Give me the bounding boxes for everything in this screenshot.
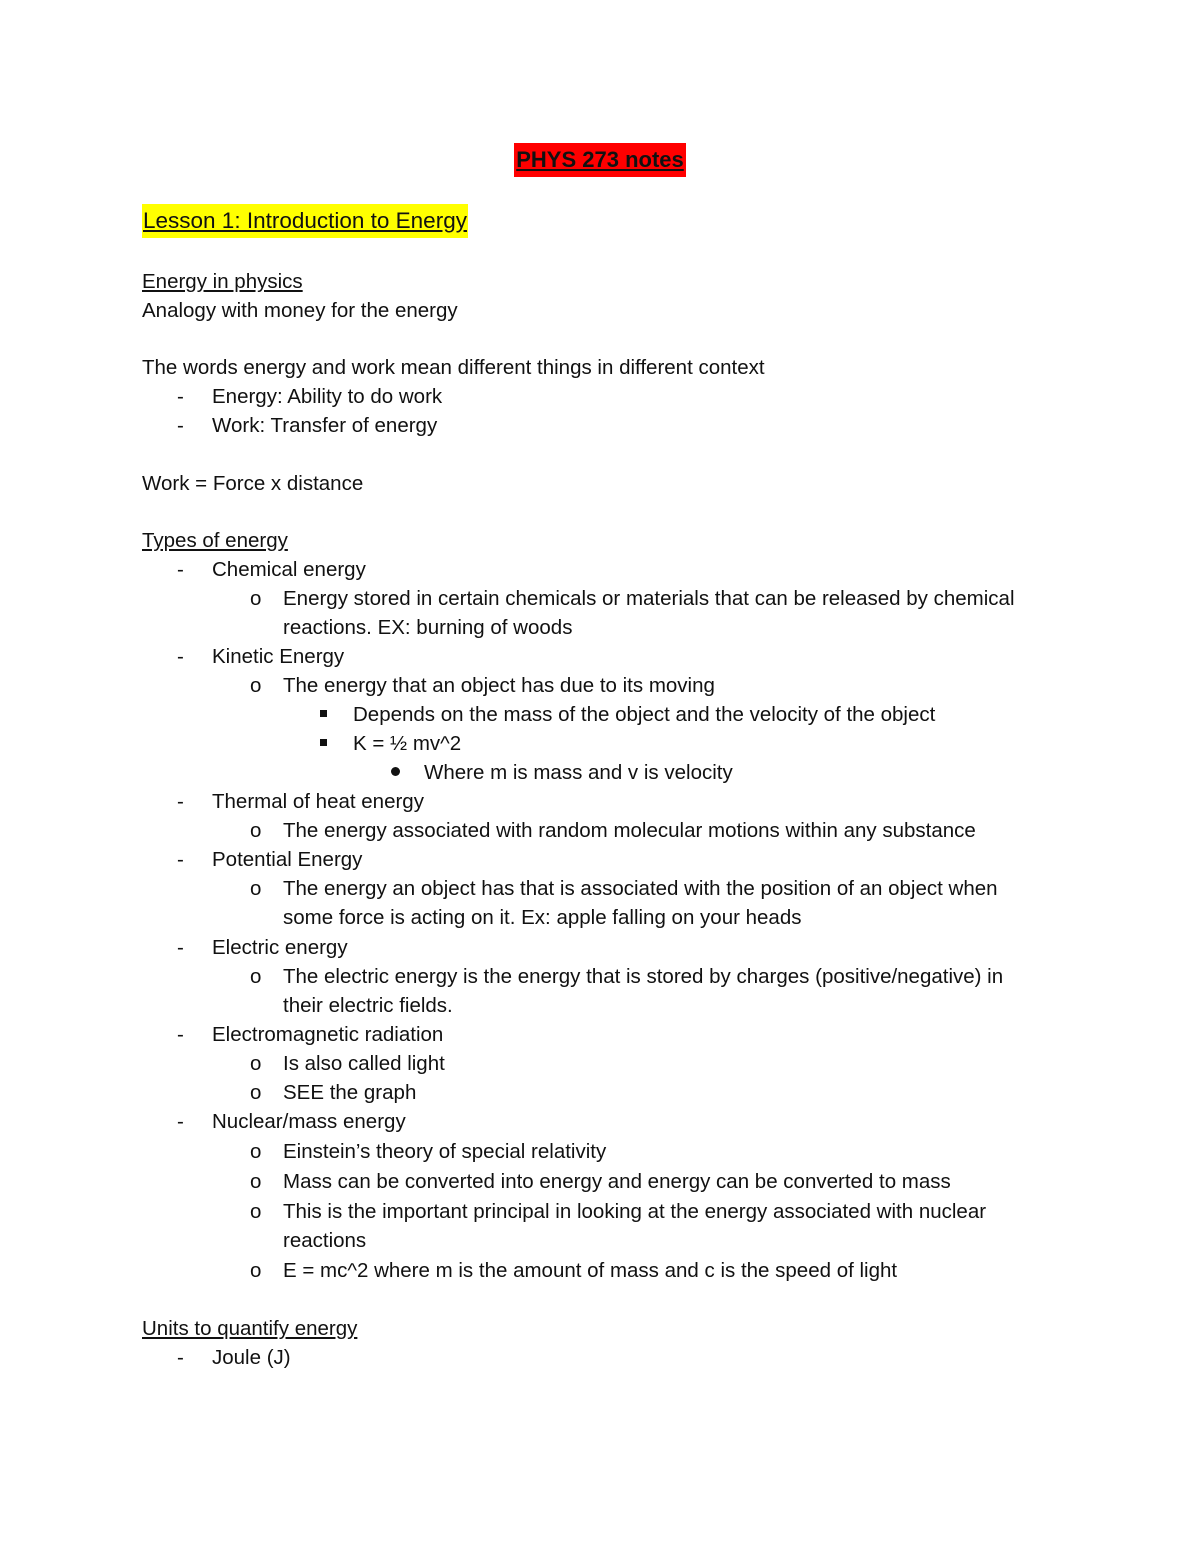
title-container <box>0 143 1200 177</box>
list-item-energy-def: Energy: Ability to do work <box>212 385 443 408</box>
dash-bullet: - <box>177 645 184 668</box>
circle-bullet: o <box>250 877 262 900</box>
dash-bullet: - <box>177 385 184 408</box>
circle-bullet: o <box>250 587 262 610</box>
list-item-em: Electromagnetic radiation <box>212 1023 444 1046</box>
list-item-em-desc-2: SEE the graph <box>283 1081 417 1104</box>
dash-bullet: - <box>177 414 184 437</box>
list-item-thermal: Thermal of heat energy <box>212 790 424 813</box>
list-item-kinetic-where: Where m is mass and v is velocity <box>424 761 733 784</box>
dash-bullet: - <box>177 936 184 959</box>
dash-bullet: - <box>177 790 184 813</box>
circle-bullet: o <box>250 965 262 988</box>
dash-bullet: - <box>177 1110 184 1133</box>
list-item-potential-desc: The energy an object has that is associated with the position of an object when <box>283 877 998 900</box>
dash-bullet: - <box>177 1023 184 1046</box>
heading-units: Units to quantify energy <box>142 1317 358 1340</box>
list-item-nuclear-desc: Einstein’s theory of special relativity <box>283 1140 607 1163</box>
list-item-electric-desc: The electric energy is the energy that is stored by charges (positive/negative) in <box>283 965 1004 988</box>
list-item-potential-desc-cont: some force is acting on it. Ex: apple falling on your heads <box>283 906 802 929</box>
list-item-nuclear: Nuclear/mass energy <box>212 1110 406 1133</box>
dash-bullet: - <box>177 848 184 871</box>
circle-bullet: o <box>250 819 262 842</box>
text-analogy: Analogy with money for the energy <box>142 299 458 322</box>
circle-bullet: o <box>250 1052 262 1075</box>
list-item-em-desc: Is also called light <box>283 1052 445 1075</box>
dot-bullet-icon <box>391 767 400 776</box>
list-item-potential: Potential Energy <box>212 848 363 871</box>
circle-bullet: o <box>250 1170 262 1193</box>
heading-energy-in-physics: Energy in physics <box>142 270 303 293</box>
dash-bullet: - <box>177 558 184 581</box>
list-item-kinetic: Kinetic Energy <box>212 645 345 668</box>
circle-bullet: o <box>250 1081 262 1104</box>
circle-bullet: o <box>250 1140 262 1163</box>
list-item-kinetic-depends: Depends on the mass of the object and the velocity of the object <box>353 703 936 726</box>
list-item-nuclear-desc-3-cont: reactions <box>283 1229 367 1252</box>
text-work-formula: Work = Force x distance <box>142 472 364 495</box>
list-item-chemical-desc: Energy stored in certain chemicals or materials that can be released by chemical <box>283 587 1015 610</box>
heading-types-of-energy: Types of energy <box>142 529 288 552</box>
list-item-nuclear-desc-2: Mass can be converted into energy and energy can be converted to mass <box>283 1170 951 1193</box>
list-item-nuclear-desc-4: E = mc^2 where m is the amount of mass and c is the speed of light <box>283 1259 898 1282</box>
document-title: PHYS 273 notes <box>514 143 686 177</box>
text-words: The words energy and work mean different things in different context <box>142 356 765 379</box>
list-item-chemical: Chemical energy <box>212 558 366 581</box>
list-item-thermal-desc: The energy associated with random molecular motions within any substance <box>283 819 976 842</box>
list-item-joule: Joule (J) <box>212 1346 291 1369</box>
list-item-electric-desc-cont: their electric fields. <box>283 994 453 1017</box>
dash-bullet: - <box>177 1346 184 1369</box>
list-item-nuclear-desc-3: This is the important principal in looking at the energy associated with nuclear <box>283 1200 987 1223</box>
square-bullet-icon <box>320 739 327 746</box>
circle-bullet: o <box>250 1200 262 1223</box>
list-item-kinetic-formula: K = ½ mv^2 <box>353 732 462 755</box>
circle-bullet: o <box>250 1259 262 1282</box>
square-bullet-icon <box>320 710 327 717</box>
list-item-chemical-desc-cont: reactions. EX: burning of woods <box>283 616 573 639</box>
list-item-electric: Electric energy <box>212 936 348 959</box>
circle-bullet: o <box>250 674 262 697</box>
list-item-work-def: Work: Transfer of energy <box>212 414 438 437</box>
lesson-heading: Lesson 1: Introduction to Energy <box>142 204 468 238</box>
list-item-kinetic-desc: The energy that an object has due to its moving <box>283 674 715 697</box>
